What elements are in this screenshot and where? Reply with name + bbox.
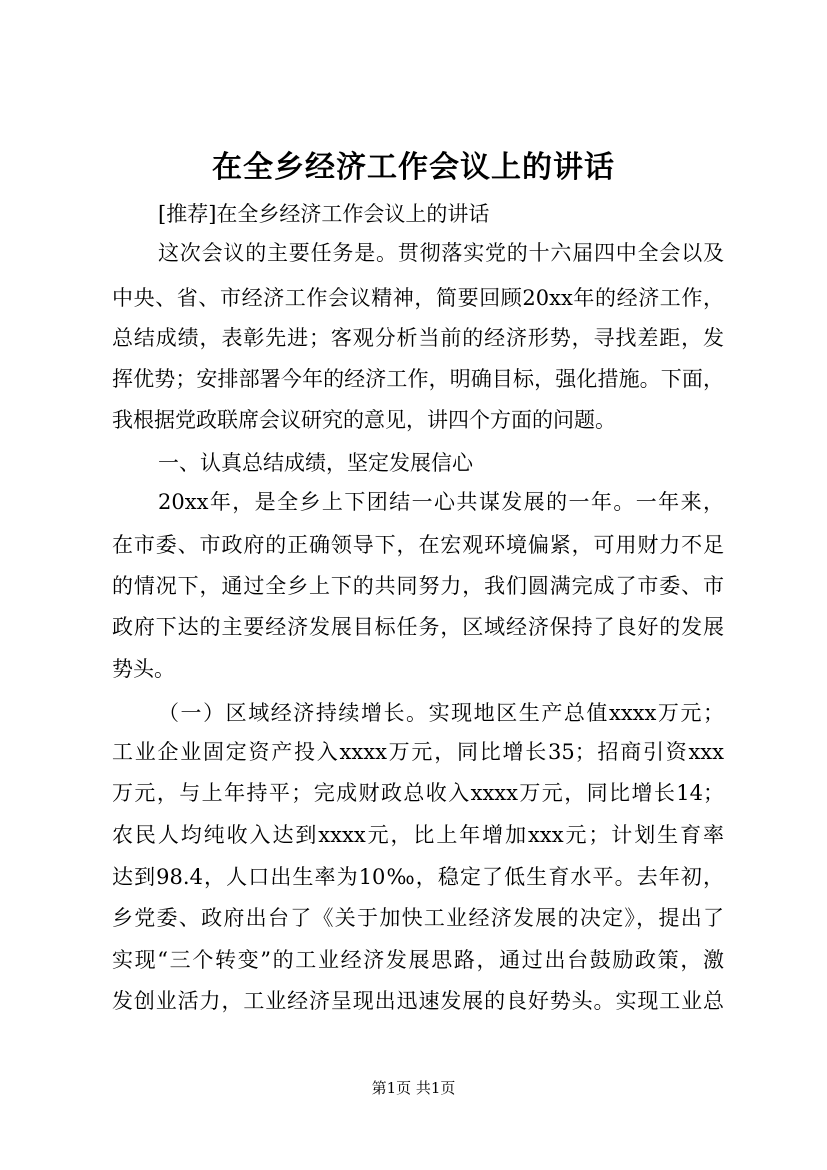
- paragraph-line: 我根据党政联席会议研究的意见，讲四个方面的问题。: [112, 408, 616, 432]
- paragraph-line: 发创业活力，工业经济呈现出迅速发展的良好势头。实现工业总: [112, 989, 724, 1013]
- paragraph-line: [推荐]在全乡经济工作会议上的讲话: [158, 202, 490, 226]
- paragraph-line: 达到98.4，人口出生率为10‰，稳定了低生育水平。去年初，: [112, 865, 724, 889]
- paragraph-line: 的情况下，通过全乡上下的共同努力，我们圆满完成了市委、市: [112, 574, 724, 598]
- page-footer: 第1页 共1页: [371, 1079, 456, 1097]
- paragraph-line: 乡党委、政府出台了《关于加快工业经济发展的决定》，提出了: [112, 906, 724, 930]
- paragraph-line: 总结成绩，表彰先进；客观分析当前的经济形势，寻找差距，发: [112, 326, 724, 350]
- paragraph-line: 万元，与上年持平；完成财政总收入xxxx万元，同比增长14；: [112, 781, 724, 805]
- paragraph-line: 这次会议的主要任务是。贯彻落实党的十六届四中全会以及: [158, 241, 724, 265]
- paragraph-line: 农民人均纯收入达到xxxx元，比上年增加xxx元；计划生育率: [112, 823, 724, 847]
- paragraph-line: 工业企业固定资产投入xxxx万元，同比增长35；招商引资xxx: [112, 740, 724, 764]
- paragraph-line: 在市委、市政府的正确领导下，在宏观环境偏紧，可用财力不足: [112, 533, 724, 557]
- paragraph-line: 政府下达的主要经济发展目标任务，区域经济保持了良好的发展: [112, 615, 724, 639]
- document-title: 在全乡经济工作会议上的讲话: [212, 150, 615, 185]
- paragraph-line: 实现“三个转变”的工业经济发展思路，通过出台鼓励政策，激: [112, 948, 724, 972]
- paragraph-line: 20xx年，是全乡上下团结一心共谋发展的一年。一年来，: [158, 490, 724, 514]
- paragraph-line: 挥优势；安排部署今年的经济工作，明确目标，强化措施。下面，: [112, 367, 724, 391]
- section-heading: 一、认真总结成绩，坚定发展信心: [158, 451, 473, 475]
- paragraph-line: 势头。: [112, 657, 175, 681]
- paragraph-line: （一）区域经济持续增长。实现地区生产总值xxxx万元；: [158, 701, 724, 725]
- paragraph-line: 中央、省、市经济工作会议精神，简要回顾20xx年的经济工作，: [112, 286, 724, 310]
